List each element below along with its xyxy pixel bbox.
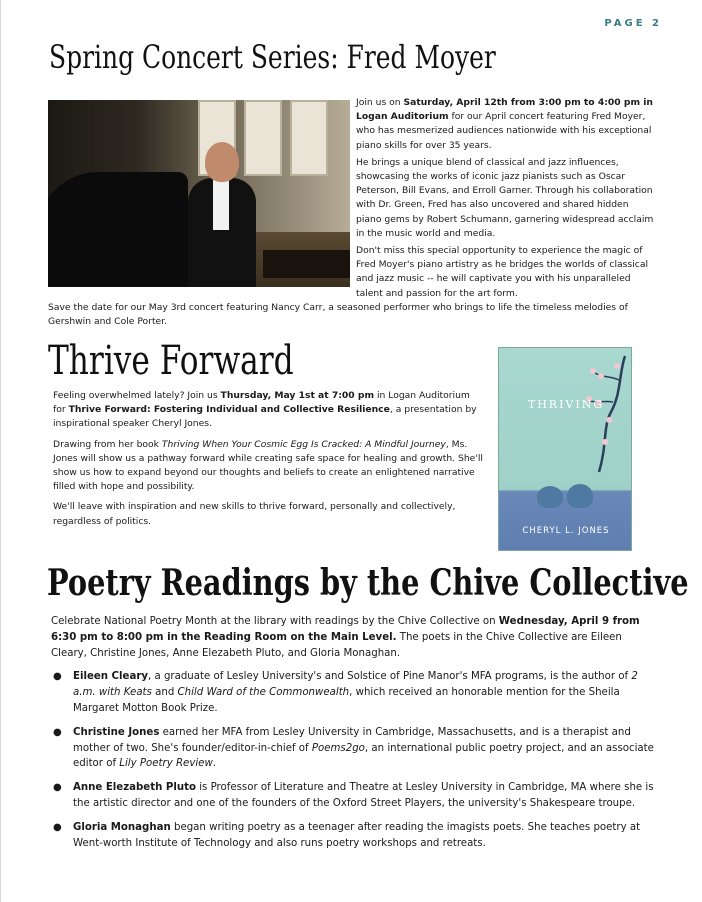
text-run: is Professor of Literature and Theatre at Lesley University in Cambridge, MA where she is the artistic director and one of the founders of the Oxford Street Players, the university's Shakespeare troupe.	[73, 782, 654, 809]
book-title-text: 2 a.m. with Keats	[73, 671, 638, 699]
text-run: The poets in the Chive Collective are Eileen Cleary, Christine Jones, Anne Elezabeth Pluto, and Gloria Monaghan.	[51, 631, 622, 659]
concert-paragraph-1	[356, 96, 656, 153]
publication-title: Poems2go	[311, 742, 365, 754]
text-run: , Ms. Jones will show us a pathway forward while creating safe space for healing and growth. She'll show us how to expand beyond our thoughts and beliefs to create an enlightened narrative filled with hope and possibility.	[53, 438, 483, 493]
book-title-text: Child Ward of the Commonwealth	[177, 687, 350, 699]
bullet-icon: ●	[53, 782, 62, 794]
poet-item	[53, 669, 655, 716]
branch-icon	[581, 354, 627, 474]
poetry-intro	[51, 614, 655, 661]
text-run: , a presentation by inspirational speaker Cheryl Jones.	[53, 404, 477, 430]
concert-paragraph-2: He brings a unique blend of classical and jazz influences, showcasing the works of iconic jazz pianists such as Oscar Peterson, Bill Evans, and Erroll Garner. Through his collaboration with Dr. Green, Fred has also uncovered and shared hidden piano gems by Robert Schumann, garnering widespread acclaim in the music world and media.	[356, 156, 654, 239]
book-title-text: Thriving When Your Cosmic Egg Is Cracked: A Mindful Journey	[161, 438, 446, 450]
head-shape	[205, 142, 239, 182]
book-cover	[498, 347, 632, 551]
concert-text	[356, 96, 656, 304]
event-time: Thursday, May 1st at 7:00 pm	[220, 390, 375, 401]
poet-item	[53, 725, 655, 772]
text-run: for our April concert featuring Fred Moyer, who has mesmerized audiences nationwide with his exceptional piano skills for over 35 years.	[356, 111, 652, 151]
publication-title: Lily Poetry Review	[119, 758, 213, 770]
text-run: in Logan Auditorium for	[53, 390, 470, 416]
fred-moyer-photo	[48, 100, 350, 287]
text-run: Celebrate National Poetry Month at the library with readings by the Chive Collective on	[51, 616, 499, 627]
text-run: .	[212, 758, 217, 770]
presentation-title: Thrive Forward: Fostering Individual and Collective Resilience	[68, 404, 390, 416]
cracked-egg-right	[567, 484, 593, 508]
poet-item	[53, 820, 655, 852]
bullet-icon: ●	[53, 821, 62, 833]
bullet-icon: ●	[53, 726, 62, 738]
bullet-icon: ●	[53, 671, 62, 683]
book-cover-title: THRIVING	[527, 398, 605, 411]
window-shape	[244, 100, 282, 176]
text-run: , an international public poetry project, and an associate editor of	[73, 742, 654, 770]
text-run: Feeling overwhelmed lately? Join us	[53, 390, 221, 401]
text-run: , which received an honorable mention for the Sheila Margaret Motton Book Prize.	[73, 687, 620, 714]
shirt-shape	[213, 180, 229, 230]
thrive-paragraph-1	[53, 389, 483, 432]
window-shape	[290, 100, 328, 176]
text-run: , a graduate of Lesley University's and Solstice of Pine Manor's MFA programs, is the author of	[147, 671, 632, 683]
concert-paragraph-3: Don't miss this special opportunity to experience the magic of Fred Moyer's piano artistry as he bridges the worlds of classical and jazz music -- he will captivate you with his unparalleled talent and passion for the art form.	[356, 245, 648, 299]
concert-title: Spring Concert Series: Fred Moyer	[49, 38, 496, 76]
text-run: earned her MFA from Lesley University in Cambridge, Massachusetts, and is a therapist and mother of two. She's founder/editor-in-chief of	[73, 726, 631, 754]
text-run: and	[151, 687, 178, 699]
poet-name: Gloria Monaghan	[73, 821, 171, 833]
text-run: began writing poetry as a teenager after reading the imagists poets. She teaches poetry at Went-worth Institute of Technology and also runs poetry workshops and retreats.	[73, 821, 641, 849]
poet-item	[53, 780, 655, 812]
text-run: Join us on	[356, 97, 404, 108]
page-number: PAGE 2	[604, 18, 662, 29]
text-run: Drawing from her book	[53, 438, 162, 450]
event-time: Wednesday, April 9 from 6:30 pm to 8:00 pm in the Reading Room on the Main Level.	[51, 616, 640, 643]
cracked-egg-left	[537, 486, 563, 508]
poet-name: Eileen Cleary	[73, 671, 148, 683]
poet-name: Anne Elezabeth Pluto	[73, 782, 196, 794]
thrive-paragraph-3: We'll leave with inspiration and new skills to thrive forward, personally and collectively, regardless of politics.	[53, 501, 456, 527]
bench-shape	[263, 250, 350, 278]
piano-shape	[48, 172, 188, 287]
thrive-paragraph-2	[53, 438, 483, 495]
poet-list	[51, 669, 655, 851]
thrive-title: Thrive Forward	[48, 338, 294, 384]
poet-name: Christine Jones	[73, 726, 160, 738]
poetry-text	[51, 614, 655, 859]
event-time: Saturday, April 12th from 3:00 pm to 4:00 pm in Logan Auditorium	[356, 97, 653, 123]
thrive-text	[53, 389, 483, 535]
save-the-date: Save the date for our May 3rd concert featuring Nancy Carr, a seasoned performer who brings to life the timeless melodies of Gershwin and Cole Porter.	[48, 302, 628, 328]
poetry-title: Poetry Readings by the Chive Collective	[47, 562, 689, 604]
book-cover-author: CHERYL L. JONES	[522, 526, 610, 536]
